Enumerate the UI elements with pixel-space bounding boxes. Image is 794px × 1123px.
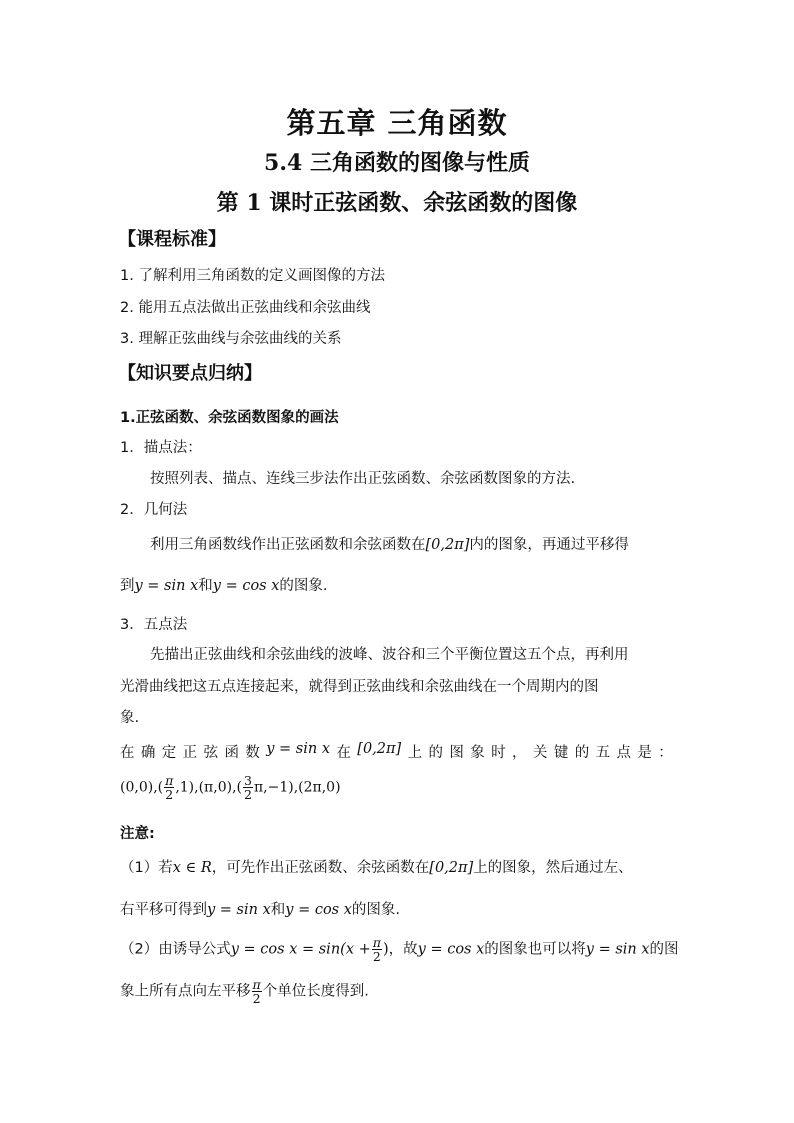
- note-2-line-1: [120, 936, 679, 963]
- text: 的图象也可以将: [484, 941, 586, 958]
- char: 函: [224, 745, 239, 761]
- char: 象: [470, 745, 485, 761]
- point-2-3: ,1),(π,0),(: [175, 779, 242, 796]
- char: 关: [532, 745, 548, 761]
- text: 的图: [649, 941, 679, 958]
- char: 是: [637, 745, 652, 761]
- fraction-numerator: π: [252, 977, 261, 992]
- text: 象上所有点向左平移: [120, 983, 251, 1000]
- method-3-label: 3．五点法: [120, 617, 188, 633]
- sin-math: y = sin x: [207, 902, 271, 918]
- interval-math: [0,2π]: [425, 537, 470, 553]
- closing-paren: ): [382, 941, 389, 958]
- text: 上的图象，然后通过左、: [473, 860, 633, 876]
- char: 上: [407, 745, 423, 761]
- char: 在: [120, 745, 135, 761]
- text: ，可先作出正弦函数、余弦函数在: [211, 860, 430, 876]
- char: 确: [140, 745, 156, 761]
- fraction-numerator: π: [165, 773, 174, 788]
- method-3-line-2: 光滑曲线把这五点连接起来，就得到正弦曲线和余弦曲线在一个周期内的图: [120, 679, 599, 695]
- note-2-line-2: [120, 978, 369, 1005]
- standard-item-2: 2. 能用五点法做出正弦曲线和余弦曲线: [120, 300, 371, 316]
- text: （1）若: [120, 860, 173, 876]
- method-2-line-1: [150, 533, 629, 554]
- char: 键: [553, 745, 569, 761]
- fraction-denominator: 2: [372, 949, 381, 964]
- sin-math: y = sin x: [585, 941, 650, 958]
- char: 数: [245, 745, 260, 761]
- char: 五: [595, 745, 611, 761]
- fraction-numerator: 3: [244, 773, 252, 788]
- sin-math: y = sin x: [134, 578, 199, 594]
- x-in-r-math: x ∈ R: [172, 860, 212, 876]
- char: 正: [182, 745, 198, 761]
- five-points-sentence: [120, 741, 673, 762]
- text: （2）由诱导公式: [120, 941, 231, 958]
- five-points-formula: [120, 774, 341, 801]
- text: 到: [120, 578, 135, 594]
- standard-heading: 【课程标准】: [118, 229, 226, 250]
- cos-math: y = cos x: [285, 902, 352, 918]
- method-3-line-1: 先描出正弦曲线和余弦曲线的波峰、波谷和三个平衡位置这五个点，再利用: [150, 647, 629, 663]
- sin-math: y = sin x: [266, 741, 330, 757]
- char: ：: [658, 745, 673, 761]
- fraction-denominator: 2: [165, 787, 174, 802]
- text: ，故: [388, 941, 418, 958]
- fraction-numerator: π: [372, 935, 381, 950]
- char: 定: [161, 745, 177, 761]
- knowledge-subheading: 1.正弦函数、余弦函数图象的画法: [120, 410, 339, 426]
- char: 图: [449, 745, 464, 761]
- note-heading: 注意:: [120, 826, 155, 842]
- three-halves-fraction: [243, 774, 253, 801]
- fraction-denominator: 2: [244, 787, 252, 802]
- fraction-denominator: 2: [252, 991, 261, 1006]
- text: 的图象.: [351, 902, 401, 918]
- section-title: 5.4 三角函数的图像与性质: [264, 150, 530, 176]
- interval-math: [0,2π]: [429, 860, 474, 876]
- char: 点: [616, 745, 631, 761]
- method-3-line-3: 象.: [120, 710, 140, 726]
- char: 的: [574, 745, 590, 761]
- point-4-5: π,−1),(2π,0): [253, 779, 341, 796]
- knowledge-heading: 【知识要点归纳】: [118, 363, 262, 384]
- text: 的图象.: [279, 578, 328, 594]
- char: 在: [336, 745, 351, 761]
- note-1-line-2: [120, 898, 400, 919]
- interval-math: [0,2π]: [357, 741, 402, 757]
- induction-formula: y = cos x = sin(x +: [230, 941, 371, 958]
- method-2-label: 2．几何法: [120, 502, 188, 518]
- pi-over-2-fraction: [164, 774, 174, 801]
- char: ，: [512, 745, 527, 761]
- text: 内的图象，再通过平移得: [469, 537, 629, 553]
- pi-over-2-fraction: [252, 978, 262, 1005]
- note-1-line-1: [120, 856, 633, 877]
- point-1: (0,0),(: [120, 779, 164, 796]
- cos-math: y = cos x: [417, 941, 485, 958]
- text: 利用三角函数线作出正弦函数和余弦函数在: [150, 537, 426, 553]
- char: 弦: [203, 745, 219, 761]
- text: 和: [198, 578, 213, 594]
- method-2-line-2: [120, 574, 328, 595]
- text: 和: [270, 902, 286, 918]
- char: 时: [491, 745, 506, 761]
- method-1-label: 1．描点法：: [120, 440, 202, 456]
- method-1-text: 按照列表、描点、连线三步法作出正弦函数、余弦函数图象的方法.: [150, 471, 576, 487]
- text: 右平移可得到: [120, 902, 207, 918]
- standard-item-1: 1. 了解利用三角函数的定义画图像的方法: [120, 268, 385, 284]
- text: 个单位长度得到.: [262, 983, 369, 1000]
- lesson-title: 第 1 课时正弦函数、余弦函数的图像: [216, 190, 578, 216]
- chapter-title: 第五章 三角函数: [286, 106, 508, 140]
- char: 的: [428, 745, 443, 761]
- pi-over-2-fraction: [372, 936, 382, 963]
- cos-math: y = cos x: [212, 578, 280, 594]
- standard-item-3: 3. 理解正弦曲线与余弦曲线的关系: [120, 331, 342, 347]
